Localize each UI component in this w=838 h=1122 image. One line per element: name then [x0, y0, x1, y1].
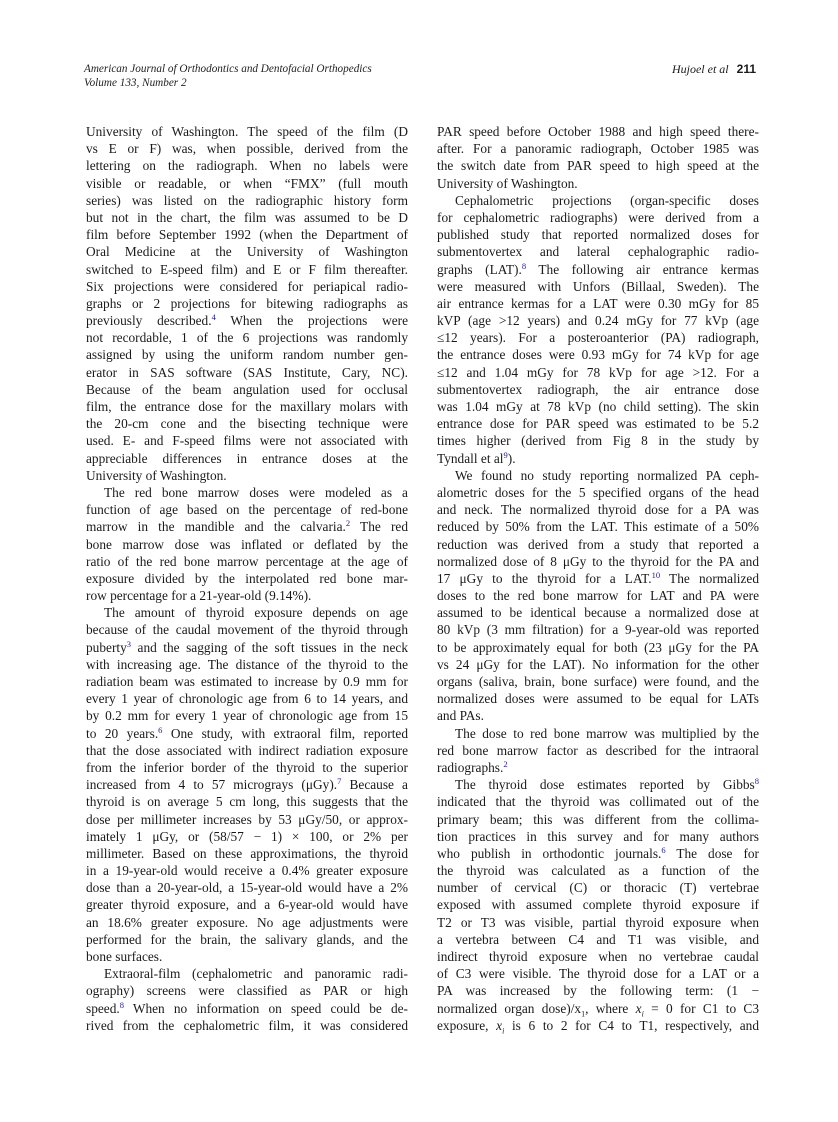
text-line: for cephalometric radiographs) were derived from a [437, 209, 759, 225]
citation-superscript[interactable]: 9 [503, 449, 508, 460]
journal-title: American Journal of Orthodontics and Dentofacial Orthopedics [84, 63, 372, 75]
text-line: reduction was derived from a study that reported a [437, 536, 759, 552]
text-line: University of Washington. [437, 175, 578, 191]
text-line: exposed with assumed complete thyroid exposure if [437, 897, 759, 913]
journal-volume: Volume 133, Number 2 [84, 77, 187, 89]
text-line: The red bone marrow doses were modeled as a [104, 484, 408, 500]
text-line: normalized doses were assumed to be equal for LATs [437, 691, 759, 707]
text-line: We found no study reporting normalized PA ceph- [455, 467, 759, 483]
text-line: exposure divided by the interpolated red bone mar- [86, 570, 408, 586]
text-line: tion practices in this survey and for many authors [437, 828, 759, 844]
citation-superscript[interactable]: 8 [521, 260, 527, 271]
text-line: bone surfaces. [86, 949, 163, 964]
text-line: red bone marrow factor as described for the intraoral [437, 742, 759, 758]
text-line: imately 1 μGy, or (58/57 − 1) × 100, or 2% per [86, 828, 408, 844]
text-line: The amount of thyroid exposure depends on age [104, 605, 408, 621]
text-line: indicated that the thyroid was collimated out of the [437, 794, 759, 810]
text-line: vs 24 μGy for the LAT). No information for the other [437, 656, 759, 672]
text-line: the thyroid was calculated as a function of the [437, 863, 759, 879]
text-line: erator in SAS software (SAS Institute, Cary, NC). [86, 364, 408, 380]
text-line: ography) screens were classified as PAR or high [86, 983, 408, 999]
text-line: alometric doses for the 5 specified organs of the head [437, 484, 759, 500]
text-line: lettering on the radiograph. When no labels were [86, 158, 408, 174]
text-line: Extraoral-film (cephalometric and panoramic radi- [104, 966, 408, 982]
text-line: an 18.6% greater exposure. No age adjustments were [86, 914, 408, 930]
text-line: to 20 years.$^6$ One study, with extraoral film, reported [86, 724, 408, 741]
text-line: but not in the chart, the film was assumed to be D [86, 209, 408, 225]
text-line: of C3 were visible. The thyroid dose for a LAT or a [437, 966, 759, 982]
text-line: entrance dose for PAR speed was estimated to be 5.2 [437, 416, 759, 432]
text-line: Six projections were considered for periapical radio- [86, 278, 408, 294]
text-line: every 1 year of chronologic age from 6 to 14 years, and [86, 691, 408, 707]
text-line: times higher (derived from Fig 8 in the study by [437, 433, 759, 449]
text-line: the 20-cm cone and the bisecting technique were [86, 416, 408, 432]
text-line: submentovertex and lateral cephalographic radio- [437, 244, 759, 260]
text-line: greater thyroid exposure, and a 6-year-old would have [86, 897, 408, 913]
text-line: ratio of the red bone marrow percentage at the age of [86, 553, 408, 569]
text-line: Because of the beam angulation used for occlusal [86, 381, 408, 397]
running-header [84, 62, 756, 90]
text-line: the entrance doses were 0.93 mGy for 74 kVp for age [437, 347, 759, 363]
text-line: puberty$^3$ and the sagging of the soft tissues in the neck [86, 638, 408, 655]
text-line: University of Washington. [86, 467, 227, 483]
text-line: ≤12 years). For a posteroanterior (PA) radiograph, [437, 330, 759, 346]
text-line: 80 kVp (3 mm filtration) for a 9-year-old was reported [437, 622, 759, 638]
text-line: radiographs.$^2$ [437, 758, 508, 775]
citation-superscript[interactable]: 6 [158, 724, 163, 735]
text-line: in a 19-year-old would receive a 0.4% greater exposure [86, 863, 408, 879]
text-line: film before September 1992 (when the Department of [86, 227, 408, 243]
text-line: millimeter. Based on these approximations, the thyroid [86, 845, 408, 861]
text-line: Cephalometric projections (organ-specific doses [455, 192, 759, 208]
text-line: air entrance kermas for a LAT were 0.30 mGy for 85 [437, 295, 759, 311]
text-line: performed for the brain, the salivary glands, and the [86, 931, 408, 947]
text-line: kVP (age >12 years) and 0.24 mGy for 77 kVp (age [437, 313, 759, 329]
text-line: radiation beam was estimated to increase by 0.9 mm for [86, 674, 408, 689]
text-line: bone marrow dose was inflated or deflated by the [86, 536, 408, 552]
text-line: increased from 4 to 57 micrograys (μGy).$^7$ Because a [86, 776, 408, 793]
citation-superscript[interactable]: 2 [503, 758, 508, 769]
text-line: appreciable differences in entrance doses at the [86, 450, 408, 466]
text-line: Tyndall et $al^9$). [437, 449, 516, 466]
text-line: the switch date from PAR speed to high speed at the [437, 158, 759, 174]
text-line: PAR speed before October 1988 and high speed there- [437, 124, 759, 139]
text-line: normalized dose of 8 μGy to the thyroid for the PA and [437, 553, 759, 569]
text-line: exposure, $x_i$ is 6 to 2 for C4 to T1, respectively, and [437, 1017, 759, 1036]
citation-superscript[interactable]: 2 [345, 518, 351, 529]
text-line: used. E- and F-speed films were not associated with [86, 433, 408, 449]
text-line: to be approximately equal for both (23 μGy for the PA [437, 639, 759, 655]
text-line: switched to E-speed film) and E or F film thereafter. [86, 261, 408, 277]
text-line: graphs (LAT).$^8$ The following air entrance kermas [437, 260, 759, 277]
text-line: row percentage for a 21-year-old (9.14%). [86, 588, 312, 604]
text-line: who publish in orthodontic journals.$^6$ The dose for [437, 844, 759, 861]
text-line: graphs or 2 projections for bitewing radiographs as [86, 295, 408, 311]
running-authors: Hujoel et al [671, 62, 729, 76]
text-line: dose per millimeter increases by 53 μGy/50, or approx- [86, 811, 408, 827]
citation-superscript[interactable]: 4 [211, 312, 216, 323]
text-line: assigned by using the uniform random number gen- [86, 347, 408, 363]
text-line: that the dose associated with indirect radiation exposure [86, 742, 408, 758]
text-line: assumed to be identical because a normalized dose at [437, 605, 759, 621]
header-right [672, 62, 756, 76]
citation-superscript[interactable]: 8 [754, 776, 759, 787]
citation-superscript[interactable]: 6 [661, 844, 666, 855]
text-line: submentovertex radiograph, the air entrance dose [437, 381, 759, 397]
text-line: function of age based on the percentage of red-bone [86, 502, 408, 518]
citation-superscript[interactable]: 3 [126, 638, 132, 649]
left-column [86, 123, 408, 1034]
citation-superscript[interactable]: 10 [651, 569, 661, 580]
text-line: speed.$^8$ When no information on speed could be de- [86, 999, 408, 1016]
citation-superscript[interactable]: 8 [119, 999, 124, 1010]
text-line: organs (saliva, brain, bone surface) were found, and the [437, 674, 759, 689]
text-line: previously described.$^4$ When the projections were [86, 312, 408, 329]
text-line: ≤12 and 1.04 mGy for 78 kVp for age >12. For a [437, 364, 759, 380]
text-line: with increasing age. The distance of the thyroid to the [86, 656, 408, 672]
text-line: number of cervical (C) or thoracic (T) vertebrae [437, 880, 759, 896]
text-line: film, the entrance dose for the maxillary molars with [86, 399, 408, 414]
right-column [437, 123, 759, 1034]
page-number: 211 [736, 62, 756, 76]
text-line: visible or readable, or when “FMX” (full mouth [86, 175, 408, 191]
text-line: marrow in the mandible and the calvaria.$^2$ The red [86, 518, 408, 535]
citation-superscript[interactable]: 7 [337, 776, 342, 787]
text-line: not recordable, 1 of the 6 projections was randomly [86, 330, 408, 346]
text-line: 17 μGy to the thyroid for a LAT.$^{10}$ The normalized [437, 569, 760, 586]
text-line: reduced by 50% from the LAT. This estimate of a 50% [437, 519, 759, 535]
text-line: because of the caudal movement of the thyroid through [86, 622, 408, 638]
text-line: by 0.2 mm for every 1 year of chronologic age from 15 [86, 708, 408, 724]
text-line: T2 or T3 was visible, partial thyroid exposure when [437, 914, 759, 930]
text-line: normalized organ $dose)/x_1$, where $x_i = 0$ for C1 to C3 [437, 1000, 760, 1019]
text-line: published study that reported normalized doses for [437, 227, 759, 243]
text-line: from the inferior border of the thyroid to the superior [86, 759, 408, 775]
text-line: a vertebra between C4 and T1 was visible, and [437, 931, 759, 947]
text-line: after. For a panoramic radiograph, October 1985 was [437, 141, 759, 157]
text-line: and neck. The normalized thyroid dose for a PA was [437, 502, 759, 518]
text-line: The thyroid dose estimates reported by Gibbs$^8$ [455, 776, 759, 793]
text-line: indirect thyroid exposure when no vertebrae caudal [437, 949, 759, 964]
text-line: was 1.04 mGy at 78 kVp (no child setting). The skin [437, 399, 759, 414]
text-line: series) was listed on the radiographic history form [86, 192, 408, 208]
text-line: rived from the cephalometric film, it was considered [86, 1017, 408, 1033]
text-line: dose than a 20-year-old, a 15-year-old would have a 2% [86, 880, 408, 896]
text-line: The dose to red bone marrow was multiplied by the [455, 725, 759, 741]
text-line: Oral Medicine at the University of Washington [86, 244, 408, 260]
text-line: vs E or F) was, when possible, derived from the [86, 141, 408, 157]
text-line: thyroid is on average 5 cm long, this suggests that the [86, 794, 408, 810]
text-line: were measured with Unfors (Billaal, Sweden). The [437, 278, 759, 294]
text-line: PA was increased by the following term: (1 − [437, 983, 759, 999]
text-line: doses to the red bone marrow for LAT and PA were [437, 588, 759, 604]
text-line: and PAs. [437, 708, 484, 724]
text-line: University of Washington. The speed of the film (D [86, 124, 408, 139]
text-line: primary beam; this was different from the collima- [437, 811, 759, 827]
